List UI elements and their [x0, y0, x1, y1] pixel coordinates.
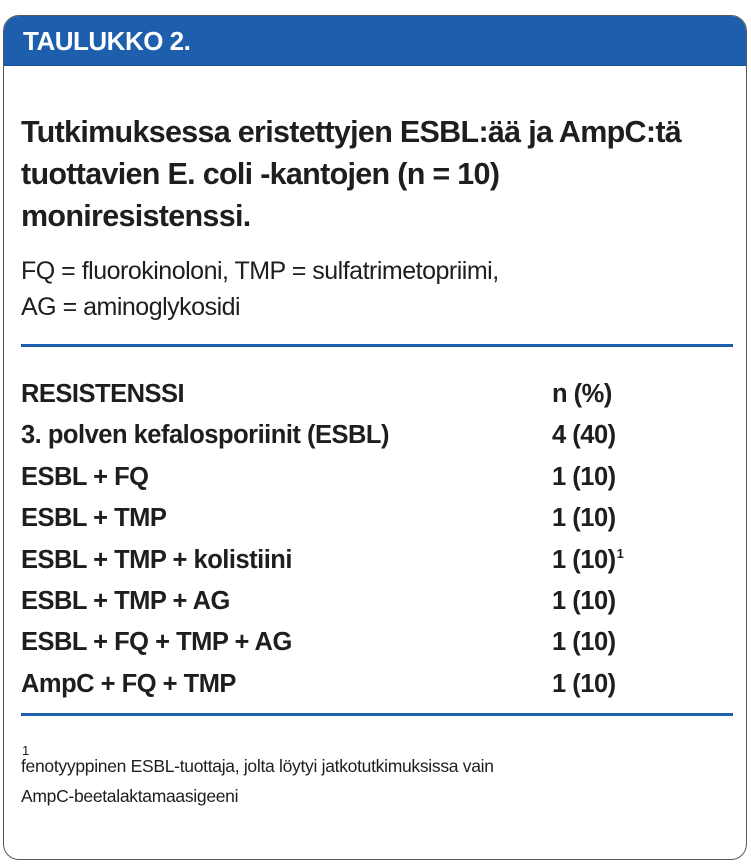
- row-value: 1 (10): [552, 628, 616, 657]
- row-label: 3. polven kefalosporiinit (ESBL): [21, 421, 389, 450]
- row-value: 1 (10): [552, 462, 616, 491]
- bottom-divider: [21, 713, 733, 716]
- row-value: 1 (10): [552, 586, 616, 615]
- footnote-line-1: 1 fenotyyppinen ESBL-tuottaja, jolta löytyi jatkotutkimuksissa vain: [21, 743, 494, 776]
- table-row: [21, 416, 733, 457]
- footnote-line-2: AmpC-beetalaktamaasigeeni: [21, 786, 239, 806]
- table-row: [21, 665, 733, 706]
- abbreviation-line-1: FQ = fluorokinoloni, TMP = sulfatrimetopriimi,: [21, 257, 499, 285]
- table-row: [21, 582, 733, 623]
- row-label: ESBL + FQ: [21, 462, 149, 491]
- table-header-row: [21, 375, 733, 416]
- row-label: ESBL + TMP + kolistiini: [21, 545, 292, 574]
- column-header-resistance: RESISTENSSI: [21, 380, 185, 408]
- row-value: 1 $(10)^1$: [552, 545, 624, 574]
- footnote: [21, 743, 731, 811]
- abbreviation-line-2: AG = aminoglykosidi: [21, 293, 241, 321]
- top-divider: [21, 344, 733, 347]
- table-row: [21, 458, 733, 499]
- row-label: AmpC + FQ + TMP: [21, 669, 236, 698]
- abbreviation-legend: [21, 253, 721, 325]
- table-title: Tutkimuksessa eristettyjen ESBL:ää ja AmpC:tä tuottavien E. coli -kantojen (n = 10) moniresistenssi.: [21, 115, 682, 233]
- row-value: 1 (10): [552, 669, 616, 698]
- row-label: ESBL + FQ + TMP + AG: [21, 628, 292, 657]
- card-header: [4, 16, 746, 66]
- footnote-marker: 1: [616, 546, 624, 562]
- resistance-table: [21, 375, 733, 706]
- row-label: ESBL + TMP + AG: [21, 586, 230, 615]
- table-number-label: TAULUKKO 2.: [23, 26, 191, 56]
- table-row: [21, 499, 733, 540]
- row-value: 4 (40): [552, 421, 616, 450]
- table-row: [21, 541, 733, 582]
- column-header-count: n (%): [552, 380, 612, 408]
- table-row: [21, 623, 733, 664]
- row-label: ESBL + TMP: [21, 504, 167, 533]
- table-card: [3, 15, 747, 860]
- row-value: 1 (10): [552, 504, 616, 533]
